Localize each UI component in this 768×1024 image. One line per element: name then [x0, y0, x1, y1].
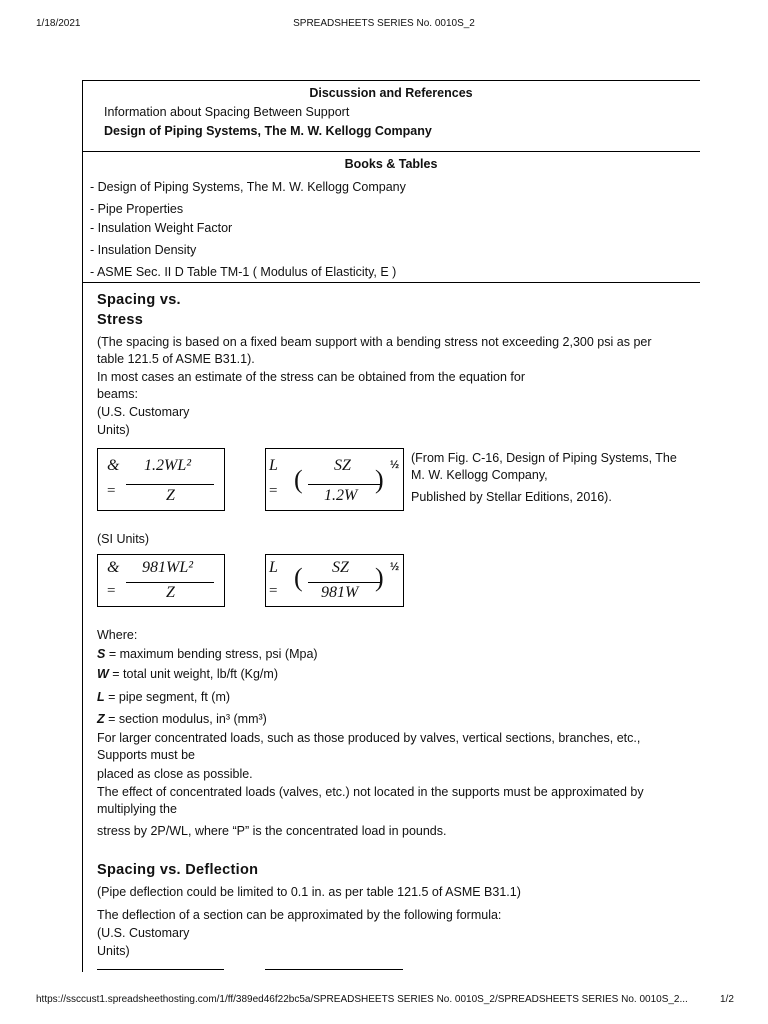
frame-top-line: [82, 80, 700, 81]
discussion-info: Information about Spacing Between Support: [104, 105, 350, 119]
formula-us-length: [265, 448, 404, 511]
formula-denominator: Z: [166, 584, 175, 601]
formula-equals: =: [269, 483, 278, 499]
left-paren: (: [294, 465, 303, 494]
formula-si-stress: [97, 554, 225, 607]
formula-lhs-symbol: L: [269, 559, 278, 576]
discussion-reference: Design of Piping Systems, The M. W. Kellogg Company: [104, 124, 432, 138]
formula-exponent: ½: [390, 459, 400, 471]
print-title: SPREADSHEETS SERIES No. 0010S_2: [293, 18, 475, 29]
frame-left-line: [82, 80, 83, 972]
definition-text: = pipe segment, ft (m): [104, 690, 231, 704]
deflection-us-units-line1: (U.S. Customary: [97, 926, 190, 940]
definition-row: [97, 689, 230, 705]
next-formula-box-top: [97, 969, 224, 970]
definition-symbol: L: [97, 690, 105, 704]
formula-si-length: [265, 554, 404, 607]
stress-para2-line2: beams:: [97, 387, 138, 401]
deflection-line2: The deflection of a section can be approximated by the following formula:: [97, 908, 502, 922]
effect-loads-line3: stress by 2P/WL, where “P” is the concentrated load in pounds.: [97, 824, 447, 838]
definition-text: = maximum bending stress, psi (Mpa): [105, 647, 318, 661]
formula-denominator: Z: [166, 487, 175, 504]
formula-equals: =: [107, 483, 116, 499]
divider-1: [82, 151, 700, 152]
fraction-bar: [126, 484, 214, 485]
next-formula-box-top: [265, 969, 403, 970]
deflection-heading: Spacing vs. Deflection: [97, 862, 259, 878]
fraction-bar: [308, 484, 380, 485]
effect-loads-line1: The effect of concentrated loads (valves, etc.) not located in the supports must be approximated by: [97, 785, 644, 799]
concentrated-loads-line1: For larger concentrated loads, such as those produced by valves, vertical sections, branches, etc.,: [97, 731, 641, 745]
fraction-bar: [126, 582, 214, 583]
stress-heading-line1: Spacing vs.: [97, 292, 181, 308]
formula-denominator: 1.2W: [324, 487, 358, 504]
formula-numerator: SZ: [334, 457, 351, 474]
deflection-us-units-line2: Units): [97, 944, 130, 958]
us-units-label-line1: (U.S. Customary: [97, 405, 190, 419]
divider-2: [82, 282, 700, 283]
page-number: 1/2: [720, 994, 734, 1005]
effect-loads-line2: multiplying the: [97, 802, 177, 816]
concentrated-loads-line2: Supports must be: [97, 748, 195, 762]
fraction-bar: [308, 582, 380, 583]
stress-heading-line2: Stress: [97, 312, 144, 328]
deflection-line1: (Pipe deflection could be limited to 0.1 in. as per table 121.5 of ASME B31.1): [97, 885, 521, 899]
definition-text: = section modulus, in³ (mm³): [104, 712, 267, 726]
books-item: - Pipe Properties: [90, 202, 184, 216]
formula-us-stress: [97, 448, 225, 511]
si-units-label: (SI Units): [97, 532, 150, 546]
formula-numerator: SZ: [332, 559, 349, 576]
formula-lhs-symbol: &: [107, 457, 120, 474]
stress-para1-line1: (The spacing is based on a fixed beam support with a bending stress not exceeding 2,300 psi as per: [97, 335, 652, 349]
left-paren: (: [294, 563, 303, 592]
us-units-label-line2: Units): [97, 423, 130, 437]
formula-numerator: 1.2WL²: [144, 457, 192, 474]
books-item: - Design of Piping Systems, The M. W. Kellogg Company: [90, 180, 406, 194]
citation-line1: (From Fig. C-16, Design of Piping Systems, The: [411, 451, 677, 465]
books-item: - Insulation Density: [90, 243, 197, 257]
citation-line3: Published by Stellar Editions, 2016).: [411, 490, 612, 504]
citation-line2: M. W. Kellogg Company,: [411, 468, 548, 482]
definition-symbol: W: [97, 667, 109, 681]
formula-lhs-symbol: &: [107, 559, 120, 576]
books-item: - ASME Sec. II D Table TM-1 ( Modulus of Elasticity, E ): [90, 265, 397, 279]
definition-symbol: Z: [97, 712, 105, 726]
where-label: Where:: [97, 628, 138, 642]
stress-para2-line1: In most cases an estimate of the stress can be obtained from the equation for: [97, 370, 526, 384]
right-paren: ): [375, 563, 384, 592]
definition-row: [97, 711, 267, 727]
print-date: 1/18/2021: [36, 18, 81, 29]
books-title: Books & Tables: [344, 157, 438, 171]
formula-denominator: 981W: [321, 584, 359, 601]
books-item: - Insulation Weight Factor: [90, 221, 233, 235]
formula-equals: =: [107, 583, 116, 599]
formula-numerator: 981WL²: [142, 559, 194, 576]
definition-row: [97, 666, 278, 682]
definition-row: [97, 646, 318, 662]
formula-exponent: ½: [390, 561, 400, 573]
discussion-title: Discussion and References: [309, 86, 473, 100]
formula-equals: =: [269, 583, 278, 599]
definition-text: = total unit weight, lb/ft (Kg/m): [108, 667, 278, 681]
definition-symbol: S: [97, 647, 106, 661]
right-paren: ): [375, 465, 384, 494]
concentrated-loads-line3: placed as close as possible.: [97, 767, 253, 781]
formula-lhs-symbol: L: [269, 457, 278, 474]
footer-url[interactable]: https://ssccust1.spreadsheethosting.com/1/ff/389ed46f22bc5a/SPREADSHEETS SERIES No. 0010S_2/SPREADSHEETS SERIES No. 0010S_2...: [36, 994, 688, 1005]
stress-para1-line2: table 121.5 of ASME B31.1).: [97, 352, 255, 366]
